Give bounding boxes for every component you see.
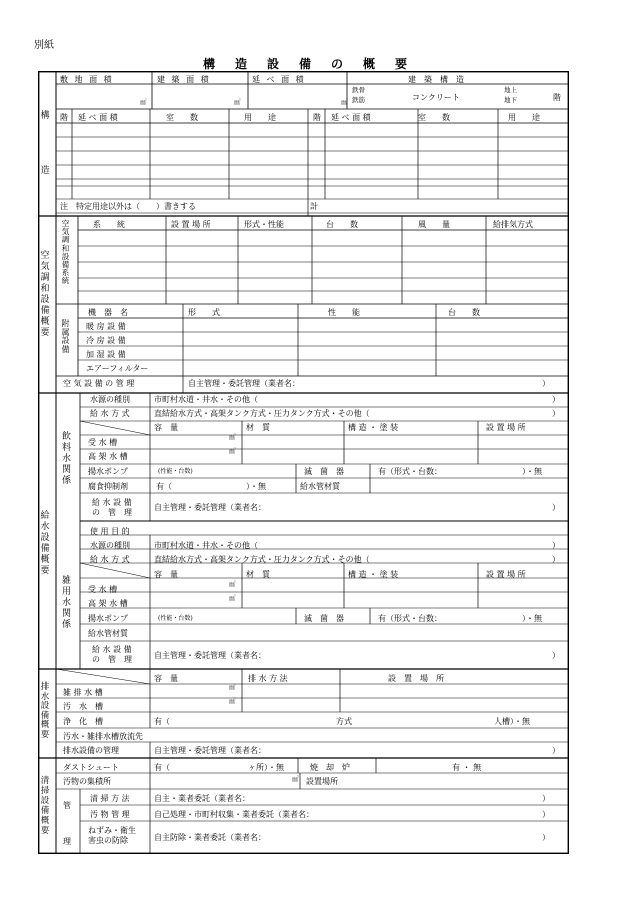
value-water-mgmt: 自主管理・委託管理（業者名： [154,651,266,660]
section-clean [38,776,52,836]
label-rc: 鉄筋 [352,96,365,104]
section-water-char: 水 [40,522,50,532]
col-drain-method: 排 水 方 法 [248,674,288,683]
value-waste-mgmt: 自己処理・市町村収集・業者委託（業者名： [154,810,314,819]
unit-m2: ㎡ [234,98,241,106]
section-water-char: 概 [40,555,50,565]
label-purpose: 使 用 目 的 [90,527,130,536]
col-count: 台 数 [326,220,358,229]
section-drain-char: 概 [40,720,50,730]
label-structure-type: 建 築 構 造 [408,75,464,84]
section-aircon-char: 備 [40,306,50,316]
label-water-mgmt-2: の 管 理 [92,655,132,664]
subsection-aircon-aux-char: 設 [61,336,70,345]
label-total: 計 [310,202,318,211]
section-aircon-char: 調 [40,273,50,283]
label-septic-method: 方式 [336,717,352,726]
subsection-misc-char: 用 [62,587,72,597]
label-water-mgmt-1: 給 水 設 備 [92,645,132,654]
row-cooling: 冷 房 設 備 [86,336,126,345]
col-count: 台 数 [448,308,480,317]
section-clean-char: 概 [40,816,50,826]
section-water-char: 設 [40,533,50,543]
row-elevated-tank: 高 架 水 槽 [88,452,128,461]
col-install-location: 設 置 場 所 [486,423,526,432]
subsection-drinking-water [62,432,71,487]
col-use: 用 途 [508,113,540,122]
subsection-drinking-char: 飲 [62,432,72,442]
col-material: 材 質 [246,423,270,432]
section-water-char: 備 [40,544,50,554]
document-title: 構造設備の概要 [202,57,427,71]
unit-m2: ㎡ [229,697,236,705]
note-special-use: 注 特定用途以外は（ ）書きする [60,202,196,211]
col-install-location: 設 置 場 所 [486,570,526,579]
subsection-misc-char: 雑 [62,576,72,586]
row-cleaning-method: 清 掃 方 法 [90,794,130,803]
col-capacity: 容 量 [154,423,178,432]
value-septic: 有（ [154,717,170,726]
paren-close: ） [542,379,550,388]
subsection-aircon-system-char: 系 [61,268,70,278]
row-pest-control-2: 害虫の防除 [88,836,128,845]
col-performance: 性 能 [328,308,360,317]
value-drain-mgmt: 自主管理・委託管理（業者名： [154,746,266,755]
label-floors: 階 [553,93,561,102]
row-misc-drain-tank: 雑 排 水 槽 [63,688,103,697]
note-pump-perf: (性能・台数) [158,615,193,622]
paren-close: ） [552,409,560,418]
value-supply-method: 直結給水方式・高架タンク方式・圧力タンク方式・その他（ [154,555,370,564]
label-sterilizer: 滅 菌 器 [304,467,344,476]
col-exhaust-method: 給排気方式 [493,220,533,229]
label-building-area: 建 築 面 積 [157,75,211,84]
label-supply-method: 給 水 方 式 [90,409,130,418]
section-water-char: 給 [40,511,50,521]
label-supply-method: 給 水 方 式 [90,555,130,564]
row-elevated-tank: 高 架 水 槽 [88,599,128,608]
subsection-aircon-system-char: 空 [61,219,70,228]
col-floor: 階 [60,113,68,122]
section-aircon-char: 気 [40,262,50,272]
row-waste-collection: 汚物の集積所 [63,777,111,786]
row-septic-tank: 浄 化 槽 [63,717,103,726]
section-drain-char: 排 [40,682,50,692]
label-water-mgmt-1: 給 水 設 備 [92,498,132,507]
row-receiving-tank: 受 水 槽 [88,585,118,594]
row-drain-outflow: 汚水・雑排水槽放流先 [63,732,143,741]
paren-close: ） [552,651,560,660]
value-supply-method: 直結給水方式・高架タンク方式・圧力タンク方式・その他（ [154,409,370,418]
value-water-source: 市町村水道・井水・その他（ [154,541,258,550]
label-above-ground: 地上 [504,86,517,94]
col-airflow: 風 量 [418,220,450,229]
value-sterilizer: 有（形式・台数： [378,614,442,623]
value-anticorrosion-end: ）・無 [246,482,266,491]
col-drain-location: 設 置 場 所 [388,674,444,683]
section-water-char: 要 [40,566,50,576]
label-drain-mgmt: 排水設備の管理 [63,746,119,755]
label-incinerator: 焼 却 炉 [310,763,350,772]
section-clean-char: 要 [40,826,50,836]
col-capacity: 容 量 [154,674,178,683]
subsection-aircon-system-char: 備 [61,260,70,270]
section-aircon-char: 要 [40,328,50,338]
value-water-mgmt: 自主管理・委託管理（業者名： [154,503,266,512]
subsection-misc-char: 係 [62,620,72,630]
col-structure-coating: 構 造 ・ 塗 装 [348,570,399,579]
paren-close: ） [542,794,550,803]
row-humidifier: 加 湿 設 備 [86,350,126,359]
row-dust-chute: ダストシュート [63,763,119,772]
section-structure-char-1: 構 [40,111,50,121]
value-anticorrosion: 有（ [156,482,172,491]
note-pump-perf: (性能・台数) [158,468,193,475]
value-sterilizer-end: ）・無 [522,467,542,476]
paren-close: ） [552,746,560,755]
row-air-filter: エアーフィルター [86,364,149,373]
label-mgmt-char-2: 理 [63,837,71,846]
row-anticorrosion: 腐食抑制剤 [88,482,128,491]
subsection-aircon-aux-char: 備 [61,344,70,354]
section-water [38,511,52,577]
col-rooms: 室 数 [418,113,450,122]
label-total-floor-area: 延 べ 面 積 [252,75,306,84]
section-aircon [38,251,52,339]
row-waste-mgmt: 汚 物 管 理 [90,810,130,819]
row-pump: 揚水ポンプ [88,614,128,623]
value-pest-control: 自主防除・業者委託（業者名： [154,833,266,842]
row-pump: 揚水ポンプ [88,467,128,476]
unit-m2: ㎡ [229,447,236,455]
label-water-mgmt-2: の 管 理 [92,508,132,517]
label-concrete: コンクリート [412,93,460,102]
paren-close: ） [552,541,560,550]
label-site-area: 敷 地 面 積 [60,75,114,84]
value-dust-chute-end: ヶ所）・無 [248,763,284,772]
section-aircon-char: 空 [40,251,50,261]
col-equipment-name: 機 器 名 [88,308,128,317]
row-heating: 暖 房 設 備 [86,322,126,331]
subsection-drinking-char: 料 [62,443,72,453]
section-clean-char: 備 [40,806,50,816]
subsection-drinking-char: 係 [62,476,72,486]
value-incinerator: 有 ・ 無 [452,763,482,772]
col-area: 延 べ 面 積 [331,113,371,122]
col-location: 設 置 場 所 [171,220,211,229]
subsection-aircon-system-char: 調 [61,235,70,245]
paren-close: ） [552,555,560,564]
label-below-ground: 地下 [504,96,517,104]
col-use: 用 途 [244,113,276,122]
subsection-misc-char: 水 [62,598,72,608]
unit-m2: ㎡ [229,594,236,602]
section-drain-char: 備 [40,710,50,721]
section-drain-char: 水 [40,691,50,702]
label-water-source: 水源の種別 [90,541,130,550]
col-floor: 階 [313,113,321,122]
paren-close: ） [542,833,550,842]
row-receiving-tank: 受 水 槽 [88,438,118,447]
paren-close: ） [552,395,560,404]
subsection-aircon-system-char: 設 [61,251,70,261]
section-drain [38,683,52,740]
value-sterilizer: 有（形式・台数： [378,467,442,476]
subsection-aircon-aux [61,320,70,354]
paren-close: ） [542,810,550,819]
document-label: 別紙 [34,40,54,51]
label-mgmt-char-1: 管 [63,801,71,810]
unit-m2: ㎡ [229,683,236,691]
value-septic-end: 人槽）・無 [494,717,530,726]
value-sterilizer-end: ）・無 [522,614,542,623]
row-sewage-tank: 汚 水 槽 [63,702,103,711]
col-area: 延 べ 面 積 [78,113,118,122]
subsection-aircon-aux-char: 附 [61,319,70,328]
label-air-mgmt: 空 気 設 備 の 管 理 [63,379,135,388]
value-cleaning-method: 自主・業者委託（業者名： [154,794,250,803]
subsection-aircon-system [61,220,70,286]
unit-m2: ㎡ [229,580,236,588]
form-table [38,71,569,854]
unit-m2: ㎡ [292,775,299,783]
section-aircon-char: 和 [40,284,50,294]
unit-m2: ㎡ [229,433,236,441]
subsection-drinking-char: 関 [62,465,72,475]
row-pipe-material: 給水管材質 [88,629,128,638]
subsection-aircon-aux-char: 属 [61,327,70,337]
subsection-aircon-system-char: 統 [61,276,70,286]
subsection-aircon-system-char: 和 [61,243,70,253]
section-aircon-char: 概 [40,317,50,327]
col-system: 系 統 [93,220,125,229]
subsection-aircon-system-char: 気 [61,227,70,237]
subsection-misc-water [62,576,71,631]
label-sterilizer: 滅 菌 器 [304,614,344,623]
label-pipe-material: 給水管材質 [300,482,340,491]
value-dust-chute: 有（ [154,763,170,772]
section-drain-char: 要 [40,729,50,740]
section-clean-char: 設 [40,796,50,806]
col-type-performance: 形式・性能 [244,220,284,229]
section-clean-char: 清 [40,776,50,786]
col-capacity: 容 量 [154,570,178,579]
value-air-mgmt: 自主管理・委託管理（業者名： [188,379,300,388]
col-structure-coating: 構 造 ・ 塗 装 [348,423,399,432]
section-aircon-char: 設 [40,295,50,305]
section-clean-char: 掃 [40,786,50,796]
label-water-source: 水源の種別 [90,395,130,404]
section-structure-char-2: 造 [40,166,50,176]
label-steel: 鉄骨 [352,86,365,94]
label-collection-location: 設置場所 [306,777,338,786]
unit-m2: ㎡ [341,98,348,106]
paren-close: ） [552,503,560,512]
row-pest-control-1: ねずみ・衛生 [88,826,136,835]
col-rooms: 室 数 [166,113,198,122]
value-water-source: 市町村水道・井水・その他（ [154,395,258,404]
subsection-misc-char: 関 [62,609,72,619]
subsection-drinking-char: 水 [62,454,72,464]
col-material: 材 質 [246,570,270,579]
section-drain-char: 設 [40,701,50,711]
col-type: 形 式 [188,308,220,317]
unit-m2: ㎡ [140,98,147,106]
